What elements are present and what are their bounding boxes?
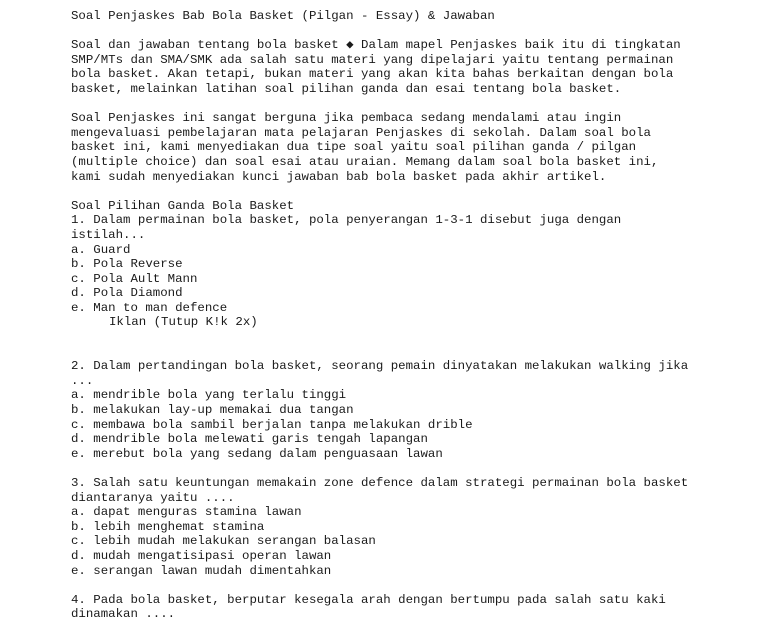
- ad-close-link[interactable]: Iklan (Tutup K!k 2x): [109, 315, 258, 330]
- question-text: dinamakan ....: [71, 607, 176, 622]
- intro-paragraph-1: [71, 38, 751, 96]
- paragraph-line: basket, melainkan latihan soal pilihan ganda dan esai tentang bola basket.: [71, 81, 622, 96]
- paragraph-line: (multiple choice) dan soal esai atau uraian. Memang dalam soal bola basket ini,: [71, 154, 659, 169]
- spacer: [71, 578, 751, 593]
- question-4: [71, 593, 751, 622]
- question-text: 3. Salah satu keuntungan memakain zone defence dalam strategi permainan bola basket: [71, 476, 689, 490]
- answer-option-c: c. Pola Ault Mann: [71, 271, 198, 286]
- answer-option-e: e. serangan lawan mudah dimentahkan: [71, 563, 332, 578]
- answer-option-d: d. mudah mengatisipasi operan lawan: [71, 548, 332, 563]
- answer-option-c: c. membawa bola sambil berjalan tanpa melakukan drible: [71, 417, 473, 432]
- spacer: [71, 461, 751, 476]
- answer-option-e: e. merebut bola yang sedang dalam penguasaan lawan: [71, 446, 443, 461]
- answer-option-c: c. lebih mudah melakukan serangan balasan: [71, 534, 376, 549]
- spacer: [71, 97, 751, 112]
- answer-option-a: a. dapat menguras stamina lawan: [71, 505, 302, 520]
- question-text: 4. Pada bola basket, berputar kesegala arah dengan bertumpu pada salah satu kaki: [71, 592, 666, 607]
- paragraph-line: Soal dan jawaban tentang bola basket ◆ Dalam mapel Penjaskes baik itu di tingkatan: [71, 38, 681, 53]
- question-text: ...: [71, 373, 94, 388]
- question-1: [71, 213, 751, 315]
- question-text: istilah...: [71, 227, 146, 242]
- question-2: [71, 359, 751, 461]
- paragraph-line: kami sudah menyediakan kunci jawaban bab bola basket pada akhir artikel.: [71, 169, 607, 184]
- answer-option-e: e. Man to man defence: [71, 300, 228, 315]
- intro-paragraph-2: [71, 111, 751, 184]
- spacer: [71, 24, 751, 39]
- answer-option-b: b. lebih menghemat stamina: [71, 519, 265, 534]
- article-title: Soal Penjaskes Bab Bola Basket (Pilgan - Essay) & Jawaban: [71, 9, 495, 23]
- question-text: 2. Dalam pertandingan bola basket, seorang pemain dinyatakan melakukan walking jika: [71, 359, 689, 374]
- spacer: [71, 184, 751, 199]
- answer-option-b: b. melakukan lay-up memakai dua tangan: [71, 403, 354, 418]
- spacer: [71, 330, 751, 359]
- paragraph-line: bola basket. Akan tetapi, bukan materi yang akan kita bahas berkaitan dengan bola: [71, 67, 674, 82]
- answer-option-a: a. mendrible bola yang terlalu tinggi: [71, 388, 347, 403]
- question-3: [71, 476, 751, 578]
- answer-option-b: b. Pola Reverse: [71, 257, 183, 272]
- paragraph-line: Soal Penjaskes ini sangat berguna jika pembaca sedang mendalami atau ingin: [71, 111, 622, 126]
- answer-option-d: d. Pola Diamond: [71, 286, 183, 301]
- answer-option-d: d. mendrible bola melewati garis tengah lapangan: [71, 432, 428, 447]
- paragraph-line: basket ini, kami menyediakan dua tipe soal yaitu soal pilihan ganda / pilgan: [71, 140, 637, 155]
- paragraph-line: mengevaluasi pembelajaran mata pelajaran Penjaskes di sekolah. Dalam soal bola: [71, 125, 651, 140]
- section-heading: Soal Pilihan Ganda Bola Basket: [71, 198, 295, 213]
- answer-option-a: a. Guard: [71, 242, 131, 257]
- question-text: 1. Dalam permainan bola basket, pola penyerangan 1-3-1 disebut juga dengan: [71, 213, 622, 228]
- article-body: [71, 9, 751, 622]
- question-text: diantaranya yaitu ....: [71, 490, 235, 505]
- paragraph-line: SMP/MTs dan SMA/SMK ada salah satu materi yang dipelajari yaitu tentang permainan: [71, 52, 674, 67]
